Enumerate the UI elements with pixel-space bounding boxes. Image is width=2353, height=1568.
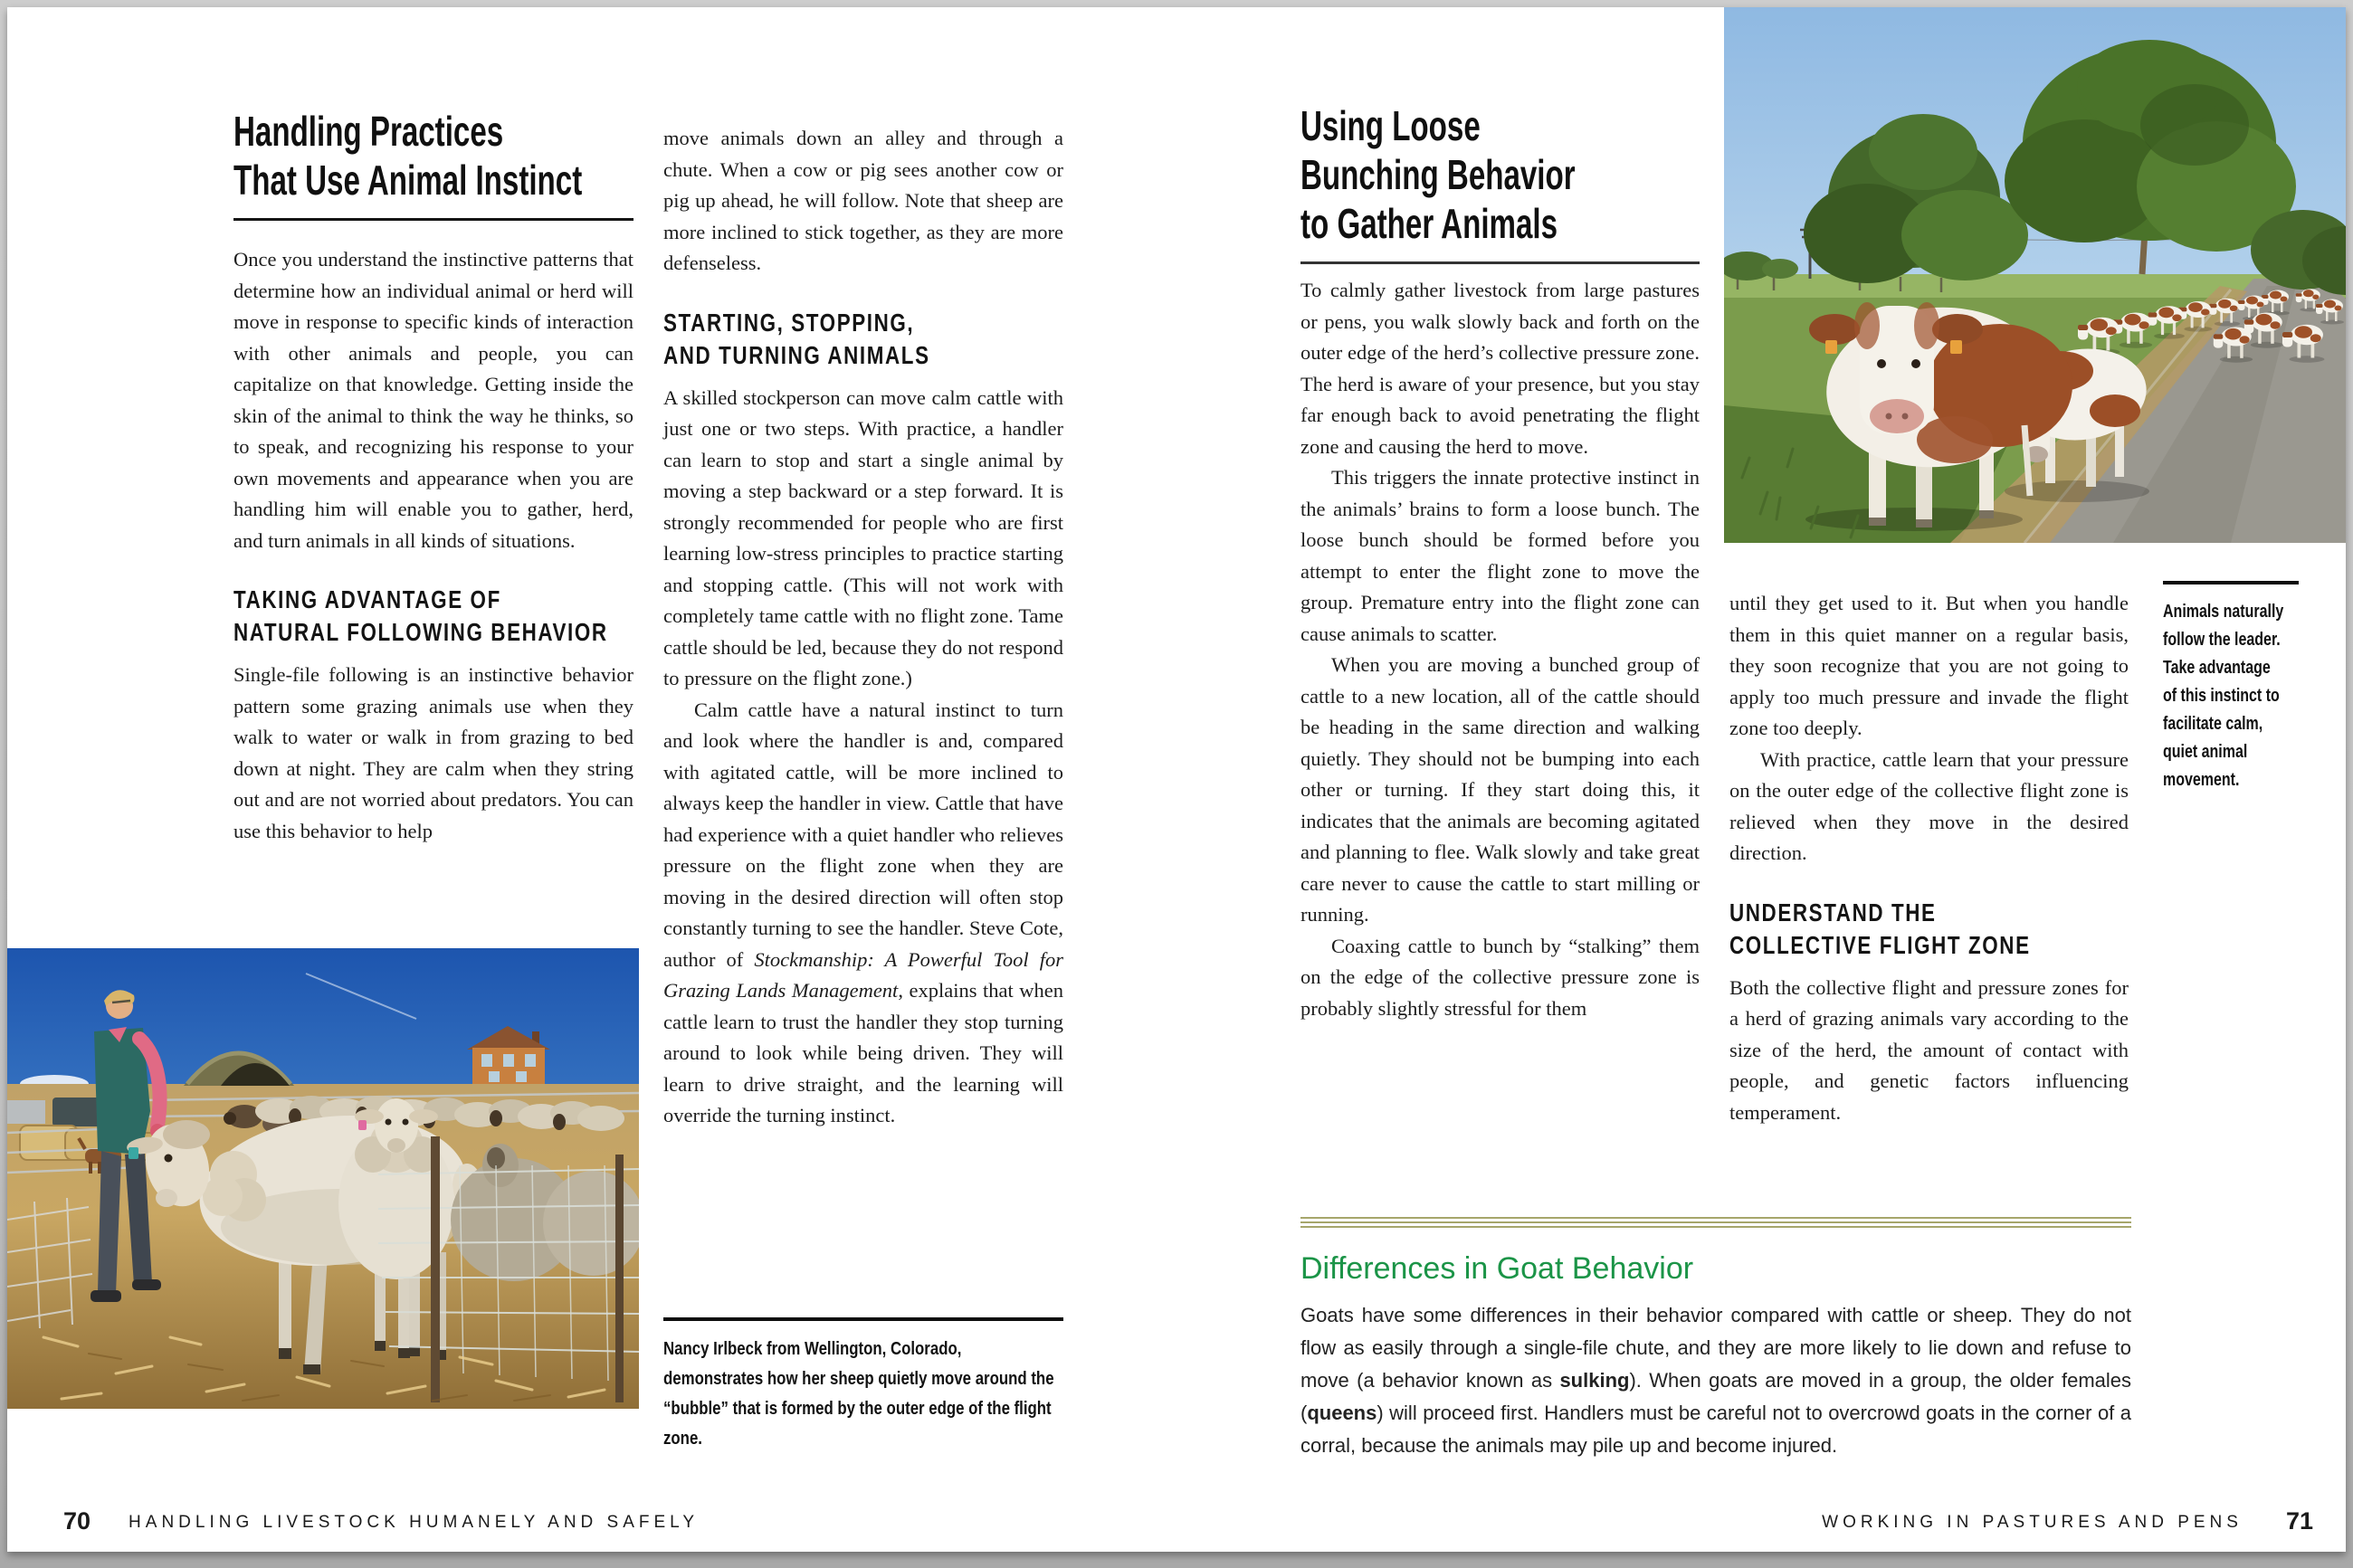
paragraph: Single-file following is an instinctive behavior pattern some grazing animals use when they walk to water or walk in from grazing to bed down at night. They are calm when they string out and are not worried about predators. You can use this behavior to help <box>233 663 634 842</box>
paragraph: Calm cattle have a natural instinct to turn and look where the handler is and, compared with agitated cattle, will be more inclined to always keep the handler in view. Cattle that have had experience with a quiet handler who relieves pressure on the flight zone when they are moving in the desired direction will often stop constantly turning to see the handler. Steve Cote, author of Stockmanship: A Powerful Tool for Grazing Lands Management, explains that when cattle learn to trust the handler they stop turning around to look while being driven. They will learn to drive straight, and the learning will override the turning instinct. <box>663 698 1063 1126</box>
paragraph: A skilled stockperson can move calm cattle with just one or two steps. With practice, a handler can learn to stop and start a single animal by moving a step backward or a step forward. It is strongly recommended for people who are first learning low-stress principles to practice starting and stopping cattle. (This will not work with completely tame cattle with no flight zone. Tame cattle should be led, because they do not respond to pressure on the flight zone.) <box>663 385 1063 689</box>
sidebar-rule <box>2163 581 2299 584</box>
photo-caption <box>663 1317 1063 1453</box>
footer-left <box>63 1507 699 1535</box>
paragraph: This triggers the innate protective instinct in the animals’ brains to form a loose bunch. The loose bunch should be formed before you attempt to enter the flight zone to move the group. Premature entry into the flight zone can cause animals to scatter. <box>1300 466 1700 645</box>
page-number-right: 71 <box>2285 1507 2313 1535</box>
running-head-right: WORKING IN PASTURES AND PENS <box>1822 1513 2243 1532</box>
paragraph: To calmly gather livestock from large pastures or pens, you walk slowly back and forth on the outer edge of the herd’s collective pressure zone. The herd is aware of your presence, but you stay far enough back to avoid penetrating the flight zone and causing the herd to move. <box>1300 279 1700 458</box>
book-spread <box>7 7 2346 1552</box>
sidebar-text: Animals naturally follow the leader. Take advantage of this instinct to facilitate calm, quiet animal movement. <box>2163 601 2284 790</box>
heading-rule-left <box>233 218 634 221</box>
right-column-1 <box>1300 275 1700 1024</box>
sheep-photo-illustration <box>7 948 639 1409</box>
box-stripe-rule <box>1300 1217 2131 1231</box>
far-trees <box>1762 259 1798 279</box>
left-chapter-heading <box>233 107 634 221</box>
paragraph: move animals down an alley and through a chute. When a cow or pig sees another cow or pig up ahead, he will follow. Note that sheep are more inclined to stick together, as they are more defenseless. <box>663 127 1063 274</box>
sheep-photo <box>7 948 639 1409</box>
box-body: Goats have some differences in their behavior compared with cattle or sheep. They do not flow as easily through a single-file chute, and they are more likely to lie down and refuse to move (a behavior known as sulking). When goats are moved in a group, the older females (queens) will proceed first. Handlers must be careful not to overcrowd goats in the corner of a corral, because the animals may pile up and become injured. <box>1300 1304 2131 1457</box>
right-column-2 <box>1729 588 2129 1128</box>
paragraph: Once you understand the instinctive patterns that determine how an individual animal or herd will move in response to specific kinds of interaction with other animals and people, you can capitalize on that knowledge. Getting inside the skin of the animal to think the way he thinks, so to speak, and recognizing his response to your own movements and appearance when you are handling him will enable you to gather, herd, and turn animals in all kinds of situations. <box>233 248 634 552</box>
subheading-collective-flight-zone: UNDERSTAND THE COLLECTIVE FLIGHT ZONE <box>1729 898 2031 959</box>
photo-sidebar-caption <box>2163 581 2308 794</box>
left-column-1 <box>233 244 634 847</box>
heading-rule-right <box>1300 261 1700 264</box>
page-title-left: Handling Practices That Use Animal Instinct <box>233 108 583 204</box>
paragraph: When you are moving a bunched group of cattle to a new location, all of the cattle should be heading in the same direction and walking quietly. They should not be bumping into each other or turning. If they start doing this, it indicates that the animals are becoming agitated and planning to flee. Walk slowly and take great care never to cause the cattle to start milling or running. <box>1300 653 1700 926</box>
page-title-right: Using Loose Bunching Behavior to Gather Animals <box>1300 102 1576 247</box>
caption-text: Nancy Irlbeck from Wellington, Colorado, demonstrates how her sheep quietly move around the “bubble” that is formed by the outer edge of the flight zone. <box>663 1338 1054 1449</box>
subheading-following-behavior: TAKING ADVANTAGE OF NATURAL FOLLOWING BEHAVIOR <box>233 585 608 646</box>
footer-right <box>1718 1507 2313 1535</box>
paragraph: Both the collective flight and pressure zones for a herd of grazing animals vary according to the size of the herd, the amount of contact with people, and genetic factors influencing temperament. <box>1729 975 2129 1124</box>
paragraph: With practice, cattle learn that your pressure on the outer edge of the collective flight zone is relieved when they move in the desired direction. <box>1729 747 2129 864</box>
running-head-left: HANDLING LIVESTOCK HUMANELY AND SAFELY <box>129 1513 699 1532</box>
box-title: Differences in Goat Behavior <box>1300 1251 1694 1286</box>
right-chapter-heading <box>1300 101 1700 264</box>
trailer <box>7 1100 45 1124</box>
paragraph: Coaxing cattle to bunch by “stalking” them on the edge of the collective pressure zone is probably slightly stressful for them <box>1300 934 1700 1020</box>
page-number-left: 70 <box>63 1507 91 1535</box>
paragraph: until they get used to it. But when you handle them in this quiet manner on a regular basis, they soon recognize that you are not going to apply too much pressure and invade the flight zone too deeply. <box>1729 592 2129 739</box>
left-column-2 <box>663 123 1063 1132</box>
subheading-starting-stopping: STARTING, STOPPING, AND TURNING ANIMALS <box>663 308 930 369</box>
goat-behavior-box <box>1300 1217 2131 1462</box>
cattle-photo-illustration <box>1724 7 2346 543</box>
cattle-photo <box>1724 7 2346 543</box>
caption-rule <box>663 1317 1063 1321</box>
